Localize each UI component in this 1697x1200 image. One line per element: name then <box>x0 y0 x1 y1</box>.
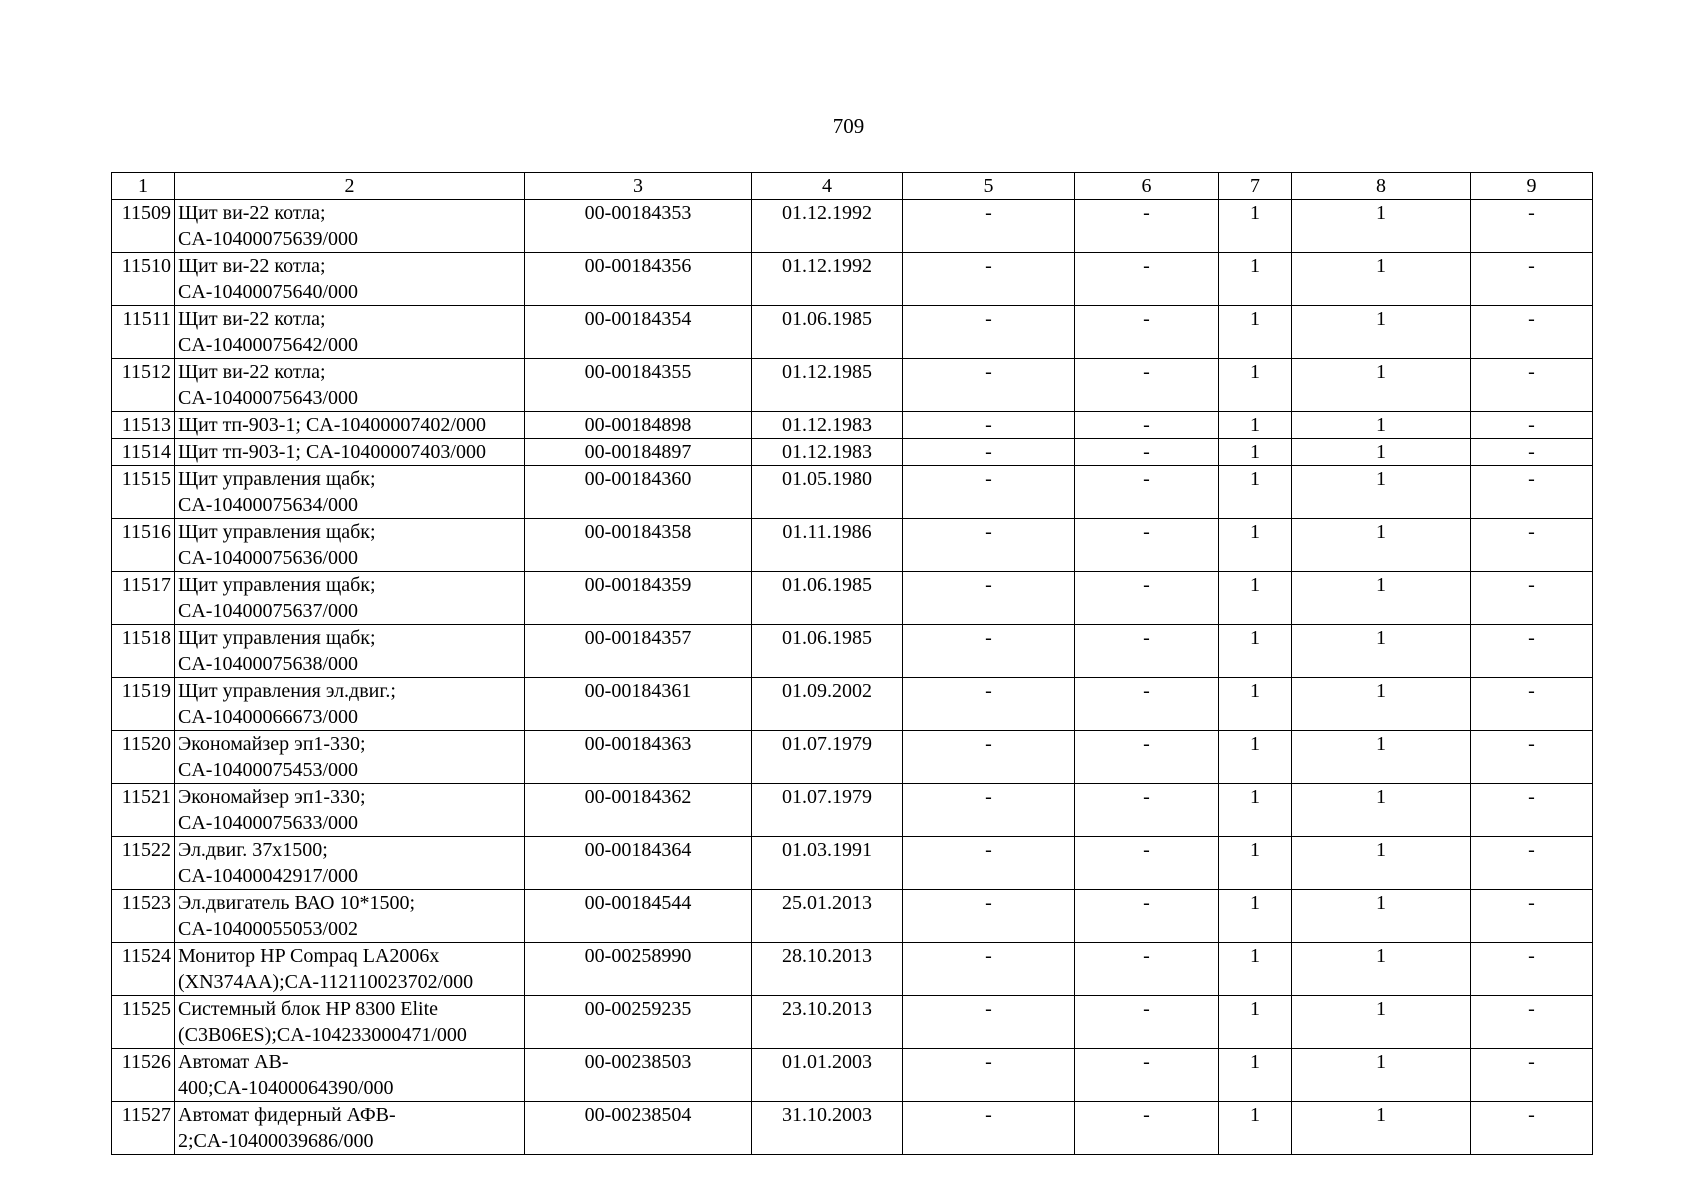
date-cell: 01.06.1985 <box>752 625 903 678</box>
date-cell: 31.10.2003 <box>752 1102 903 1155</box>
item-name-line: Системный блок HP 8300 Elite <box>178 998 438 1020</box>
table-row <box>112 731 1593 784</box>
column-8-cell: 1 <box>1292 412 1471 439</box>
column-header-9: 9 <box>1471 173 1593 200</box>
item-name-cell <box>175 572 525 625</box>
date-cell: 01.12.1983 <box>752 412 903 439</box>
column-6-cell: - <box>1075 943 1219 996</box>
column-8-cell: 1 <box>1292 731 1471 784</box>
inventory-code-cell: 00-00184358 <box>525 519 752 572</box>
item-name-line: Щит ви-22 котла; <box>178 361 326 383</box>
table-row <box>112 466 1593 519</box>
column-5-cell: - <box>903 784 1075 837</box>
item-name-line: 400;CA-10400064390/000 <box>178 1077 394 1099</box>
row-number-cell: 11517 <box>112 572 175 625</box>
inventory-code-cell: 00-00184361 <box>525 678 752 731</box>
table-row <box>112 1049 1593 1102</box>
column-7-cell: 1 <box>1219 439 1292 466</box>
column-6-cell: - <box>1075 466 1219 519</box>
column-6-cell: - <box>1075 253 1219 306</box>
item-name-line: CA-10400075634/000 <box>178 494 358 516</box>
table-row <box>112 572 1593 625</box>
table-row <box>112 200 1593 253</box>
column-7-cell: 1 <box>1219 625 1292 678</box>
column-9-cell: - <box>1471 412 1593 439</box>
date-cell: 01.12.1985 <box>752 359 903 412</box>
item-name-line: Щит ви-22 котла; <box>178 308 326 330</box>
column-7-cell: 1 <box>1219 200 1292 253</box>
column-9-cell: - <box>1471 572 1593 625</box>
item-name-cell <box>175 200 525 253</box>
table-row <box>112 439 1593 466</box>
row-number-cell: 11509 <box>112 200 175 253</box>
inventory-code-cell: 00-00184544 <box>525 890 752 943</box>
column-9-cell: - <box>1471 253 1593 306</box>
item-name-line: CA-10400075633/000 <box>178 812 358 834</box>
table-row <box>112 996 1593 1049</box>
column-8-cell: 1 <box>1292 1049 1471 1102</box>
row-number-cell: 11521 <box>112 784 175 837</box>
column-7-cell: 1 <box>1219 678 1292 731</box>
column-7-cell: 1 <box>1219 784 1292 837</box>
column-7-cell: 1 <box>1219 359 1292 412</box>
table-row <box>112 678 1593 731</box>
column-5-cell: - <box>903 678 1075 731</box>
column-6-cell: - <box>1075 519 1219 572</box>
date-cell: 01.12.1992 <box>752 200 903 253</box>
inventory-code-cell: 00-00184353 <box>525 200 752 253</box>
column-6-cell: - <box>1075 1102 1219 1155</box>
inventory-code-cell: 00-00184362 <box>525 784 752 837</box>
inventory-code-cell: 00-00184354 <box>525 306 752 359</box>
table-row <box>112 625 1593 678</box>
column-8-cell: 1 <box>1292 625 1471 678</box>
column-9-cell: - <box>1471 731 1593 784</box>
column-7-cell: 1 <box>1219 890 1292 943</box>
row-number-cell: 11512 <box>112 359 175 412</box>
table-header-row <box>112 173 1593 200</box>
column-5-cell: - <box>903 731 1075 784</box>
item-name-cell <box>175 1102 525 1155</box>
table-row <box>112 1102 1593 1155</box>
item-name-line: Щит ви-22 котла; <box>178 255 326 277</box>
column-9-cell: - <box>1471 784 1593 837</box>
column-6-cell: - <box>1075 678 1219 731</box>
column-7-cell: 1 <box>1219 996 1292 1049</box>
item-name-cell <box>175 359 525 412</box>
column-7-cell: 1 <box>1219 837 1292 890</box>
column-9-cell: - <box>1471 200 1593 253</box>
column-9-cell: - <box>1471 1102 1593 1155</box>
column-5-cell: - <box>903 466 1075 519</box>
row-number-cell: 11525 <box>112 996 175 1049</box>
inventory-code-cell: 00-00258990 <box>525 943 752 996</box>
column-5-cell: - <box>903 943 1075 996</box>
column-8-cell: 1 <box>1292 572 1471 625</box>
item-name-line: CA-10400055053/002 <box>178 918 358 940</box>
item-name-cell <box>175 1049 525 1102</box>
column-5-cell: - <box>903 253 1075 306</box>
column-7-cell: 1 <box>1219 731 1292 784</box>
asset-table <box>111 172 1593 1155</box>
item-name-line: CA-10400066673/000 <box>178 706 358 728</box>
column-9-cell: - <box>1471 1049 1593 1102</box>
column-8-cell: 1 <box>1292 253 1471 306</box>
row-number-cell: 11514 <box>112 439 175 466</box>
item-name-line: Автомат АВ- <box>178 1051 289 1073</box>
item-name-line: Эл.двигатель ВАО 10*1500; <box>178 892 416 914</box>
row-number-cell: 11518 <box>112 625 175 678</box>
item-name-line: (C3B06ES);CA-104233000471/000 <box>178 1024 467 1046</box>
column-9-cell: - <box>1471 678 1593 731</box>
column-5-cell: - <box>903 996 1075 1049</box>
row-number-cell: 11522 <box>112 837 175 890</box>
item-name-line: CA-10400075636/000 <box>178 547 358 569</box>
item-name-cell <box>175 253 525 306</box>
column-7-cell: 1 <box>1219 519 1292 572</box>
column-5-cell: - <box>903 359 1075 412</box>
column-8-cell: 1 <box>1292 890 1471 943</box>
item-name-line: CA-10400075453/000 <box>178 759 358 781</box>
item-name-cell <box>175 678 525 731</box>
inventory-code-cell: 00-00184357 <box>525 625 752 678</box>
row-number-cell: 11526 <box>112 1049 175 1102</box>
column-5-cell: - <box>903 625 1075 678</box>
row-number-cell: 11515 <box>112 466 175 519</box>
date-cell: 01.06.1985 <box>752 306 903 359</box>
row-number-cell: 11519 <box>112 678 175 731</box>
inventory-code-cell: 00-00259235 <box>525 996 752 1049</box>
column-6-cell: - <box>1075 996 1219 1049</box>
table-row <box>112 359 1593 412</box>
column-7-cell: 1 <box>1219 943 1292 996</box>
date-cell: 01.01.2003 <box>752 1049 903 1102</box>
column-5-cell: - <box>903 412 1075 439</box>
row-number-cell: 11527 <box>112 1102 175 1155</box>
item-name-line: Экономайзер эп1-330; <box>178 786 366 808</box>
date-cell: 23.10.2013 <box>752 996 903 1049</box>
row-number-cell: 11523 <box>112 890 175 943</box>
column-7-cell: 1 <box>1219 253 1292 306</box>
column-header-8: 8 <box>1292 173 1471 200</box>
item-name-cell <box>175 890 525 943</box>
item-name-cell <box>175 784 525 837</box>
item-name-line: CA-10400042917/000 <box>178 865 358 887</box>
table-row <box>112 519 1593 572</box>
item-name-line: Щит тп-903-1; CA-10400007402/000 <box>178 414 486 436</box>
column-7-cell: 1 <box>1219 412 1292 439</box>
column-7-cell: 1 <box>1219 1049 1292 1102</box>
column-header-4: 4 <box>752 173 903 200</box>
column-5-cell: - <box>903 200 1075 253</box>
item-name-cell <box>175 625 525 678</box>
inventory-code-cell: 00-00184356 <box>525 253 752 306</box>
column-8-cell: 1 <box>1292 678 1471 731</box>
column-8-cell: 1 <box>1292 466 1471 519</box>
item-name-cell <box>175 466 525 519</box>
column-6-cell: - <box>1075 412 1219 439</box>
column-6-cell: - <box>1075 572 1219 625</box>
column-8-cell: 1 <box>1292 200 1471 253</box>
column-6-cell: - <box>1075 439 1219 466</box>
row-number-cell: 11524 <box>112 943 175 996</box>
date-cell: 01.03.1991 <box>752 837 903 890</box>
column-9-cell: - <box>1471 519 1593 572</box>
column-7-cell: 1 <box>1219 466 1292 519</box>
column-9-cell: - <box>1471 359 1593 412</box>
inventory-code-cell: 00-00238503 <box>525 1049 752 1102</box>
column-6-cell: - <box>1075 306 1219 359</box>
table-body <box>112 200 1593 1155</box>
inventory-code-cell: 00-00184898 <box>525 412 752 439</box>
column-5-cell: - <box>903 890 1075 943</box>
column-8-cell: 1 <box>1292 784 1471 837</box>
column-9-cell: - <box>1471 890 1593 943</box>
table-row <box>112 253 1593 306</box>
column-5-cell: - <box>903 1102 1075 1155</box>
item-name-line: CA-10400075643/000 <box>178 387 358 409</box>
table-row <box>112 890 1593 943</box>
inventory-code-cell: 00-00184364 <box>525 837 752 890</box>
item-name-line: Эл.двиг. 37х1500; <box>178 839 328 861</box>
row-number-cell: 11520 <box>112 731 175 784</box>
column-9-cell: - <box>1471 306 1593 359</box>
inventory-code-cell: 00-00184355 <box>525 359 752 412</box>
item-name-line: Автомат фидерный АФВ- <box>178 1104 396 1126</box>
date-cell: 01.05.1980 <box>752 466 903 519</box>
date-cell: 25.01.2013 <box>752 890 903 943</box>
item-name-line: CA-10400075638/000 <box>178 653 358 675</box>
column-6-cell: - <box>1075 784 1219 837</box>
item-name-cell <box>175 837 525 890</box>
column-8-cell: 1 <box>1292 996 1471 1049</box>
column-9-cell: - <box>1471 943 1593 996</box>
column-header-7: 7 <box>1219 173 1292 200</box>
item-name-line: Монитор HP Compaq LA2006x <box>178 945 440 967</box>
column-8-cell: 1 <box>1292 1102 1471 1155</box>
column-6-cell: - <box>1075 890 1219 943</box>
inventory-code-cell: 00-00184363 <box>525 731 752 784</box>
item-name-cell <box>175 439 525 466</box>
date-cell: 01.07.1979 <box>752 784 903 837</box>
row-number-cell: 11516 <box>112 519 175 572</box>
item-name-line: CA-10400075642/000 <box>178 334 358 356</box>
column-header-6: 6 <box>1075 173 1219 200</box>
column-5-cell: - <box>903 306 1075 359</box>
column-6-cell: - <box>1075 200 1219 253</box>
row-number-cell: 11511 <box>112 306 175 359</box>
column-6-cell: - <box>1075 359 1219 412</box>
date-cell: 01.11.1986 <box>752 519 903 572</box>
item-name-line: Щит тп-903-1; CA-10400007403/000 <box>178 441 486 463</box>
date-cell: 01.06.1985 <box>752 572 903 625</box>
item-name-line: Щит управления щабк; <box>178 521 376 543</box>
item-name-cell <box>175 412 525 439</box>
date-cell: 01.12.1983 <box>752 439 903 466</box>
column-5-cell: - <box>903 837 1075 890</box>
column-9-cell: - <box>1471 466 1593 519</box>
column-9-cell: - <box>1471 996 1593 1049</box>
column-8-cell: 1 <box>1292 306 1471 359</box>
column-6-cell: - <box>1075 1049 1219 1102</box>
date-cell: 01.07.1979 <box>752 731 903 784</box>
table-row <box>112 784 1593 837</box>
inventory-code-cell: 00-00238504 <box>525 1102 752 1155</box>
page-number: 709 <box>832 114 865 138</box>
column-5-cell: - <box>903 1049 1075 1102</box>
column-8-cell: 1 <box>1292 943 1471 996</box>
column-5-cell: - <box>903 439 1075 466</box>
item-name-line: Щит ви-22 котла; <box>178 202 326 224</box>
item-name-line: Экономайзер эп1-330; <box>178 733 366 755</box>
item-name-line: Щит управления эл.двиг.; <box>178 680 396 702</box>
item-name-line: 2;CA-10400039686/000 <box>178 1130 374 1152</box>
column-6-cell: - <box>1075 625 1219 678</box>
column-header-1: 1 <box>112 173 175 200</box>
column-header-5: 5 <box>903 173 1075 200</box>
column-8-cell: 1 <box>1292 519 1471 572</box>
inventory-code-cell: 00-00184897 <box>525 439 752 466</box>
item-name-line: (XN374AA);CA-112110023702/000 <box>178 971 474 993</box>
inventory-code-cell: 00-00184359 <box>525 572 752 625</box>
item-name-line: CA-10400075639/000 <box>178 228 358 250</box>
column-9-cell: - <box>1471 625 1593 678</box>
table-row <box>112 837 1593 890</box>
table-row <box>112 306 1593 359</box>
column-9-cell: - <box>1471 837 1593 890</box>
item-name-line: CA-10400075637/000 <box>178 600 358 622</box>
inventory-code-cell: 00-00184360 <box>525 466 752 519</box>
item-name-cell <box>175 943 525 996</box>
column-7-cell: 1 <box>1219 306 1292 359</box>
column-7-cell: 1 <box>1219 1102 1292 1155</box>
column-8-cell: 1 <box>1292 359 1471 412</box>
item-name-line: Щит управления щабк; <box>178 468 376 490</box>
date-cell: 01.12.1992 <box>752 253 903 306</box>
column-6-cell: - <box>1075 837 1219 890</box>
column-8-cell: 1 <box>1292 439 1471 466</box>
row-number-cell: 11513 <box>112 412 175 439</box>
column-header-3: 3 <box>525 173 752 200</box>
item-name-line: Щит управления щабк; <box>178 574 376 596</box>
column-header-2: 2 <box>175 173 525 200</box>
column-8-cell: 1 <box>1292 837 1471 890</box>
column-7-cell: 1 <box>1219 572 1292 625</box>
column-6-cell: - <box>1075 731 1219 784</box>
item-name-cell <box>175 996 525 1049</box>
item-name-line: CA-10400075640/000 <box>178 281 358 303</box>
table-row <box>112 943 1593 996</box>
column-5-cell: - <box>903 519 1075 572</box>
row-number-cell: 11510 <box>112 253 175 306</box>
column-5-cell: - <box>903 572 1075 625</box>
table-row <box>112 412 1593 439</box>
item-name-cell <box>175 731 525 784</box>
item-name-cell <box>175 519 525 572</box>
item-name-cell <box>175 306 525 359</box>
date-cell: 01.09.2002 <box>752 678 903 731</box>
column-9-cell: - <box>1471 439 1593 466</box>
item-name-line: Щит управления щабк; <box>178 627 376 649</box>
date-cell: 28.10.2013 <box>752 943 903 996</box>
